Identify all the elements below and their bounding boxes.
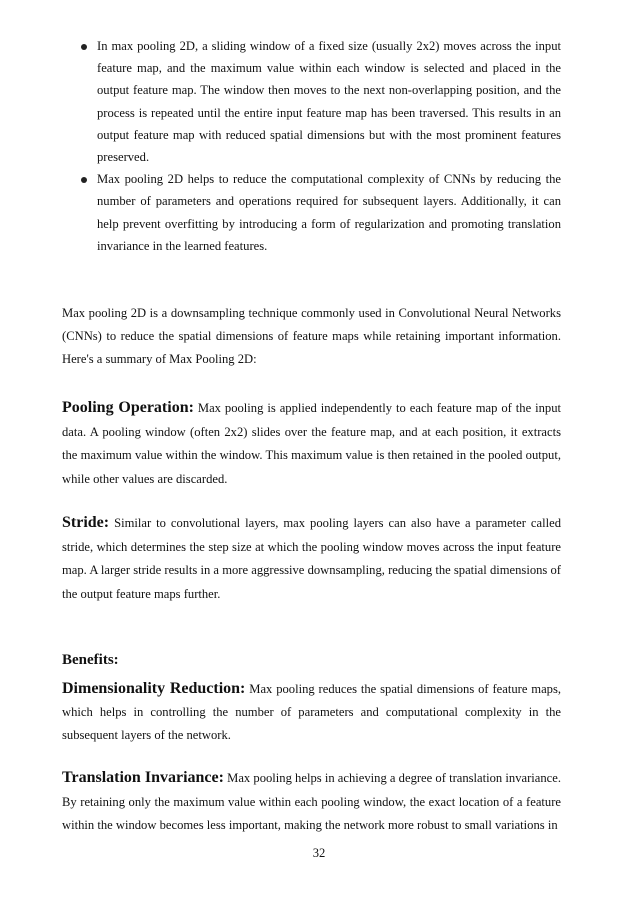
bullet-dot-icon [81, 177, 87, 183]
pooling-heading: Pooling Operation: [62, 399, 194, 416]
stride-heading: Stride: [62, 514, 110, 531]
bullet-dot-icon [81, 44, 87, 50]
dimensionality-text: Max pooling reduces the spatial dimensions of feature maps, which helps in controlling the number of parameters and computational complexity in the subsequent layers of the network. [62, 682, 561, 742]
page-number: 32 [312, 846, 326, 860]
dimensionality-paragraph [62, 677, 561, 747]
intro-text: Max pooling 2D is a downsampling technique commonly used in Convolutional Neural Networks (CNNs) to reduce the spatial dimensions of feature maps while retaining important information. Here's a summary of Max Pooling 2D: [62, 306, 561, 366]
translation-paragraph [62, 766, 561, 838]
stride-paragraph [62, 511, 561, 606]
bullet-item [62, 168, 561, 257]
stride-text: Similar to convolutional layers, max pooling layers can also have a parameter called stride, which determines the step size at which the pooling window moves across the input feature map. A larger stride results in a more aggressive downsampling, reducing the spatial dimensions of the output feature maps further. [62, 516, 561, 601]
translation-text: Max pooling helps in achieving a degree of translation invariance. By retaining only the maximum value within each pooling window, the exact location of a feature within the window becomes less important, making the network more robust to small variations in [62, 771, 561, 832]
benefits-heading: Benefits: [62, 652, 119, 668]
translation-heading: Translation Invariance: [62, 769, 224, 786]
bullet-text: In max pooling 2D, a sliding window of a fixed size (usually 2x2) moves across the input feature map, and the maximum value within each window is selected and placed in the output feature map. The window then moves to the next non-overlapping position, and the process is repeated until the entire input feature map has been traversed. This results in an output feature map with reduced spatial dimensions but with the most prominent features preserved. [97, 39, 561, 165]
dimensionality-heading: Dimensionality Reduction: [62, 680, 246, 697]
bullet-list [62, 35, 561, 257]
pooling-paragraph [62, 396, 561, 491]
pooling-text: Max pooling is applied independently to each feature map of the input data. A pooling window (often 2x2) slides over the feature map, and at each position, it extracts the maximum value within the window. This maximum value is then retained in the pooled output, while other values are discarded. [62, 401, 562, 486]
bullet-item [62, 35, 561, 168]
bullet-text: Max pooling 2D helps to reduce the computational complexity of CNNs by reducing the number of parameters and operations required for subsequent layers. Additionally, it can help prevent overfitting by introducing a form of regularization and promoting translation invariance in the learned features. [97, 172, 561, 253]
intro-paragraph [62, 302, 561, 371]
